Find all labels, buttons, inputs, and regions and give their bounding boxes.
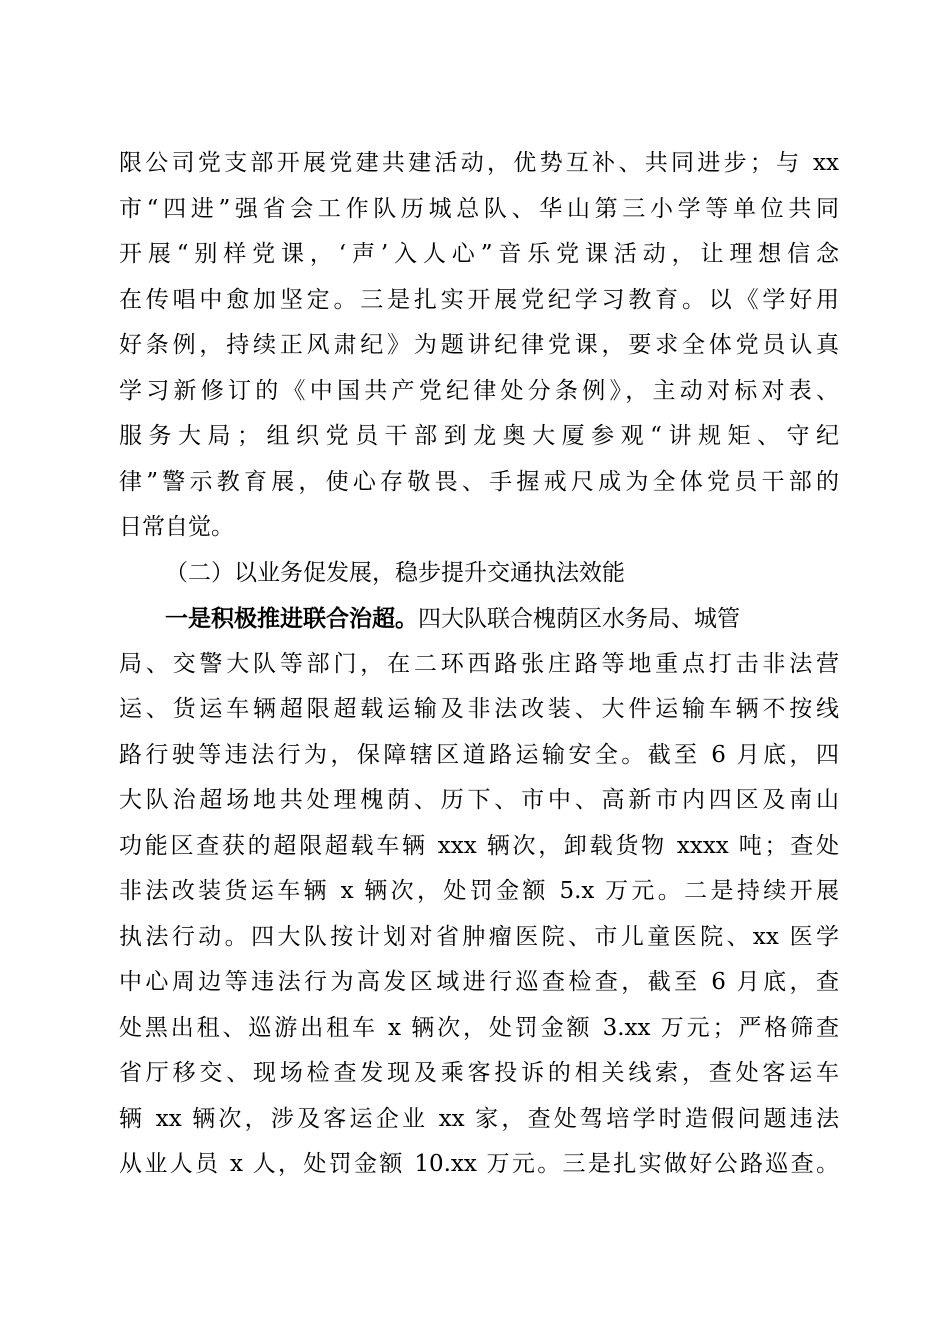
text-line: 限公司党支部开展党建共建活动，优势互补、共同进步；与 xx: [119, 150, 839, 176]
text-line: 好条例，持续正风肃纪》为题讲纪律党课，要求全体党员认真: [119, 332, 839, 358]
text-line: 省厅移交、现场检查发现及乘客投诉的相关线索，查处客运车: [119, 1060, 839, 1086]
text-line: 功能区查获的超限超载车辆 xxx 辆次，卸载货物 xxxx 吨；查处: [119, 832, 839, 859]
text-line: 市“四进”强省会工作队历城总队、华山第三小学等单位共同: [119, 195, 839, 222]
paragraph-party-building: [119, 141, 839, 551]
text-line: 开展“别样党课，‘声’入人心”音乐党课活动，让理想信念: [119, 241, 839, 267]
text-line: 辆 xx 辆次，涉及客运企业 xx 家，查处驾培学时造假问题违法: [119, 1105, 839, 1132]
text-line: 律”警示教育展，使心存敬畏、手握戒尺成为全体党员干部的: [119, 468, 839, 495]
text-line: 大队治超场地共处理槐荫、历下、市中、高新市内四区及南山: [119, 787, 839, 813]
text-line: 日常自觉。: [119, 514, 234, 540]
text-line: 路行驶等违法行为，保障辖区道路运输安全。截至 6 月底，四: [119, 741, 839, 768]
text-line: 处黑出租、巡游出租车 x 辆次，处罚金额 3.xx 万元；严格筛查: [119, 1014, 839, 1041]
section-heading: （二）以业务促发展，稳步提升交通执法效能: [165, 559, 625, 586]
document-page: [119, 141, 839, 1188]
text-line: 中心周边等违法行为高发区域进行巡查检查，截至 6 月底，查: [119, 969, 839, 995]
text-line: 运、货运车辆超限超载运输及非法改装、大件运输车辆不按线: [119, 696, 839, 722]
text-line: 在传唱中愈加坚定。三是扎实开展党纪学习教育。以《学好用: [119, 286, 839, 313]
text-line: 学习新修订的《中国共产党纪律处分条例》，主动对标对表、: [119, 377, 839, 404]
text-line-first: [119, 596, 839, 642]
text-line: 局、交警大队等部门，在二环西路张庄路等地重点打击非法营: [119, 650, 839, 677]
lead-rest: 四大队联合槐荫区水务局、城管: [418, 606, 740, 632]
paragraph-law-enforcement: [119, 596, 839, 1188]
text-line: 从业人员 x 人，处罚金额 10.xx 万元。三是扎实做好公路巡查。: [119, 1151, 839, 1177]
text-line: 执法行动。四大队按计划对省肿瘤医院、市儿童医院、xx 医学: [119, 923, 839, 950]
lead-phrase: 一是积极推进联合治超。: [165, 605, 418, 632]
text-line: 非法改装货运车辆 x 辆次，处罚金额 5.x 万元。二是持续开展: [119, 878, 839, 904]
text-line: 服务大局；组织党员干部到龙奥大厦参观“讲规矩、守纪: [119, 423, 839, 449]
